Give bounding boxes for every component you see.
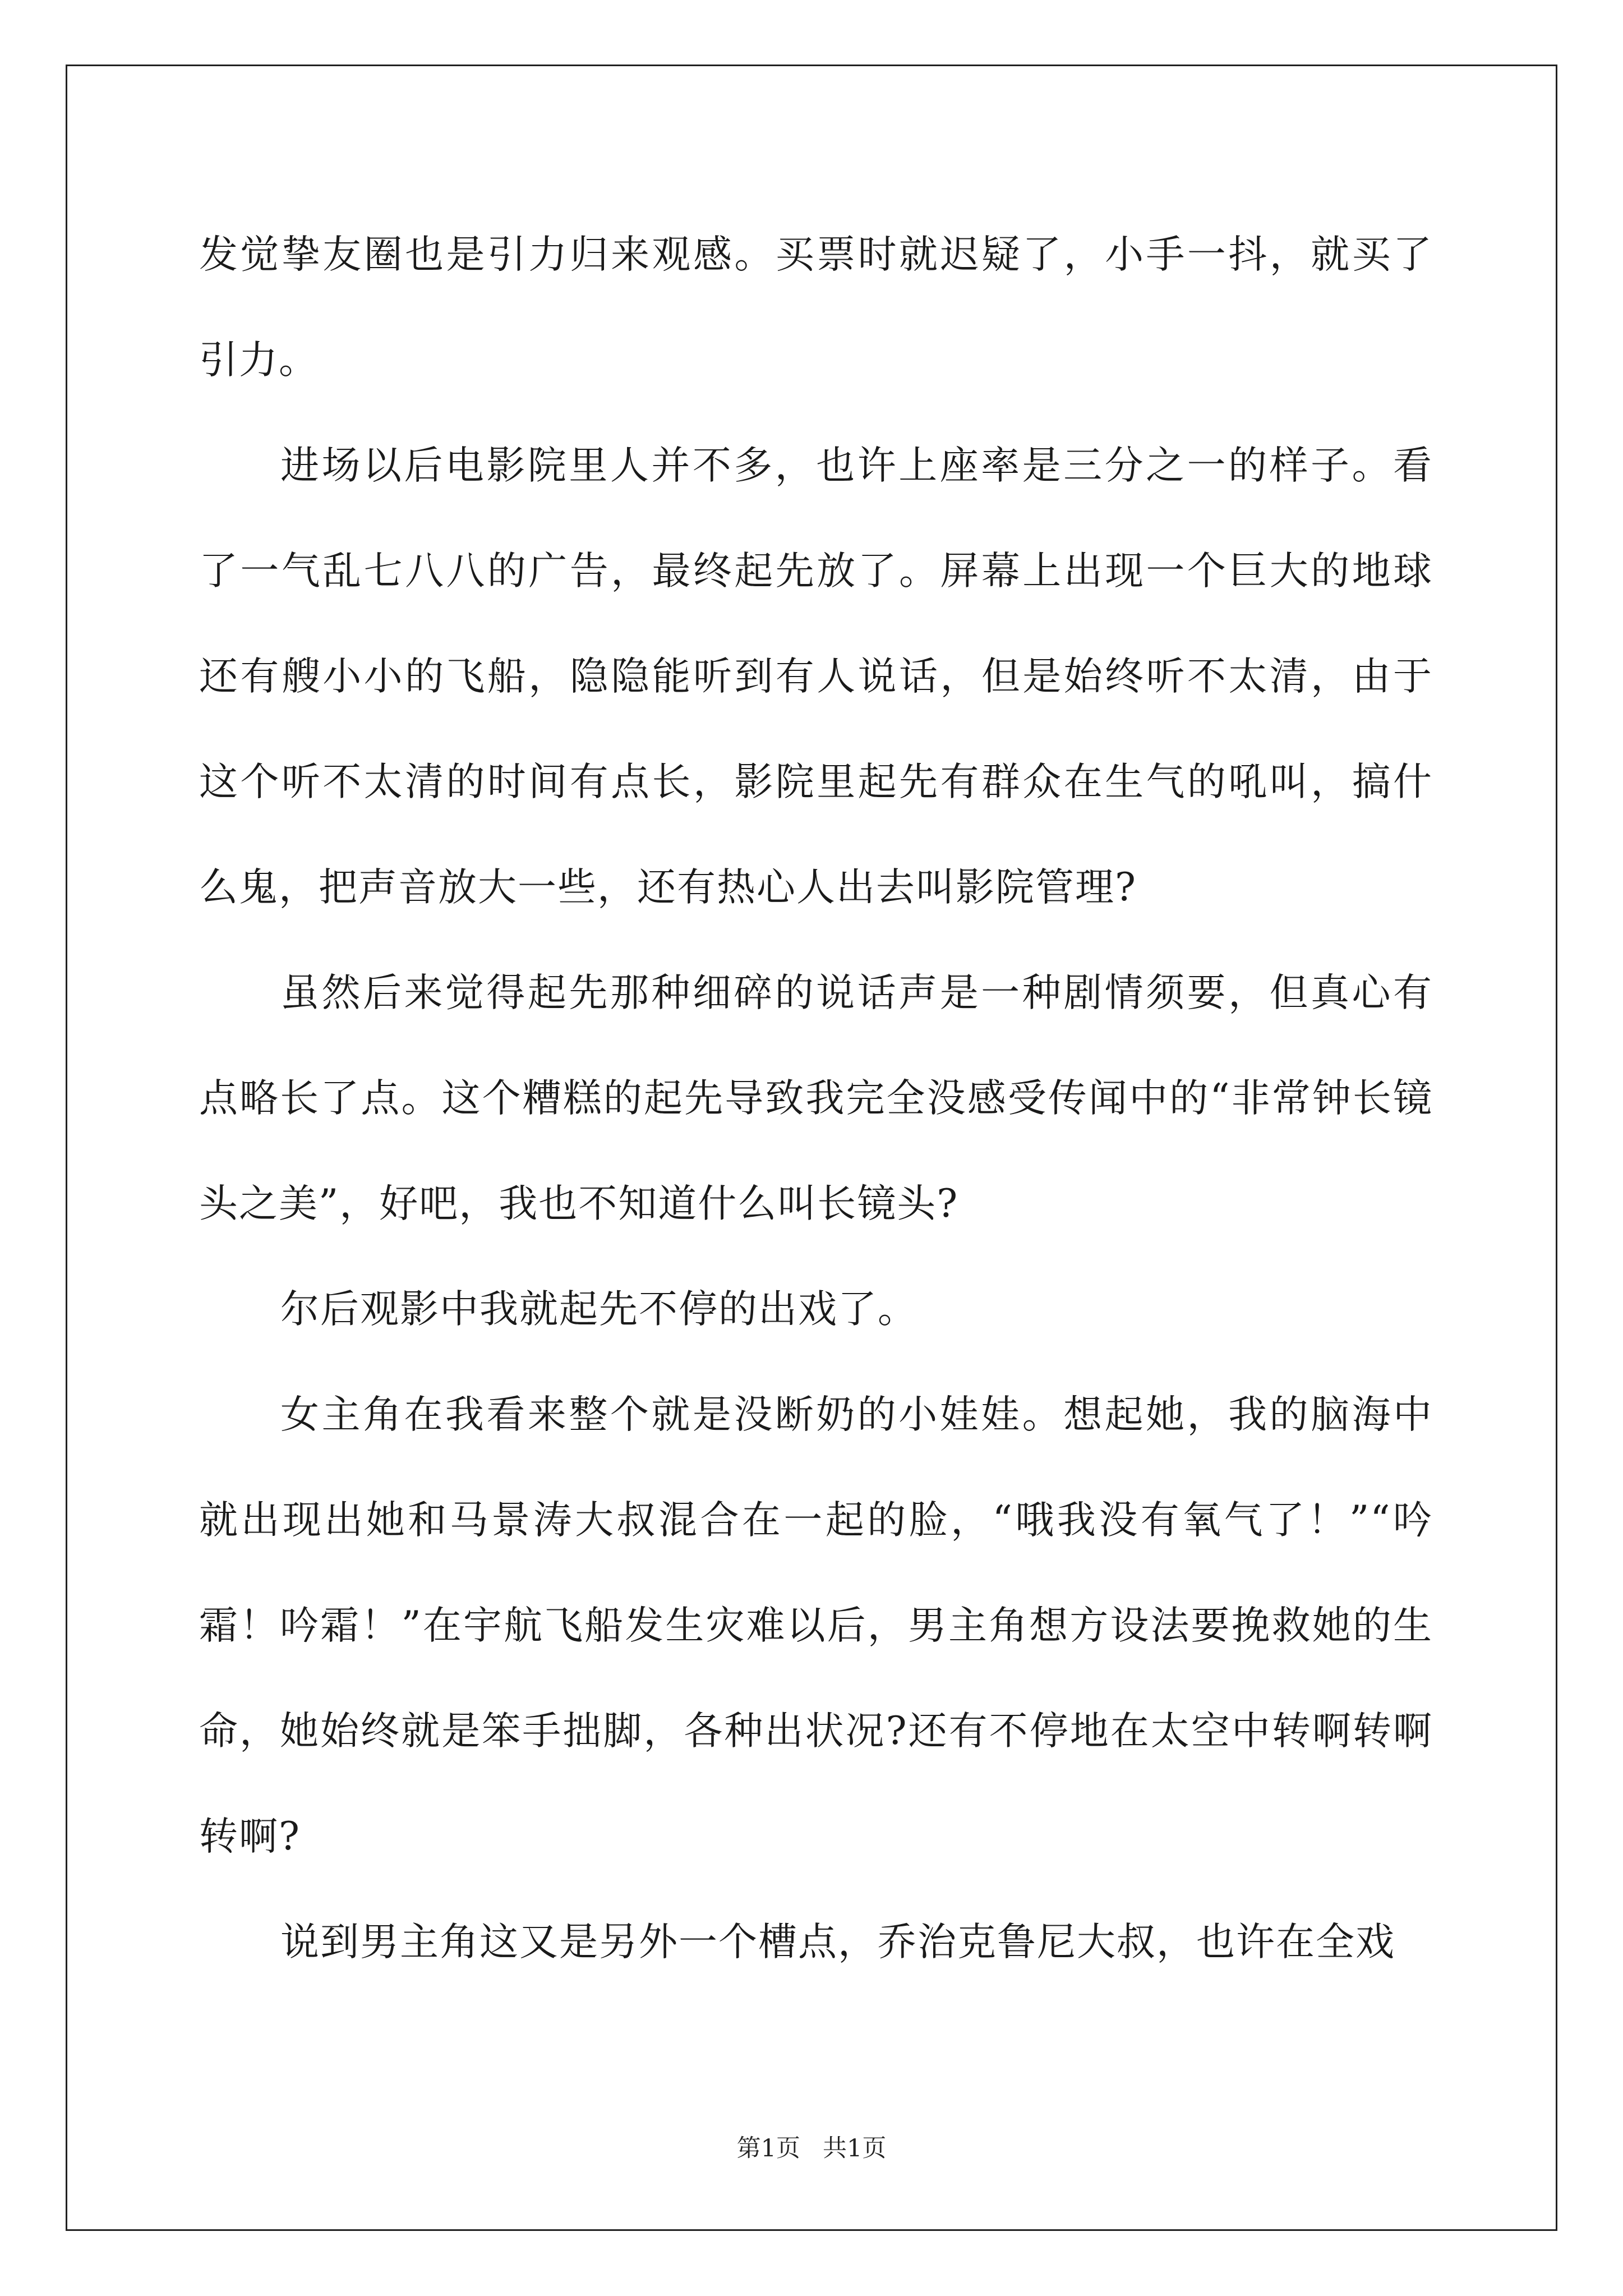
page-number-total: 共1页 — [823, 2134, 887, 2162]
paragraph-4: 尔后观影中我就起先不停的出戏了。 — [280, 1287, 917, 1332]
paragraph-1: 发觉挚友圈也是引力归来观感。买票时就迟疑了，小手一抖，就买了引力。 — [199, 232, 1433, 383]
paragraph-5: 女主角在我看来整个就是没断奶的小娃娃。想起她，我的脑海中就出现出她和马景涛大叔混合在一起的脸，“哦我没有氧气了！”“吟霜！吟霜！”在宇航飞船发生灾难以后，男主角想方设法要挽救她的生命，她始终就是笨手拙脚，各种出状况?还有不停地在太空中转啊转啊转啊? — [199, 1392, 1433, 1859]
page-footer — [0, 2132, 1623, 2165]
paragraph-2: 进场以后电影院里人并不多，也许上座率是三分之一的样子。看了一气乱七八八的广告，最终起先放了。屏幕上出现一个巨大的地球还有艘小小的飞船，隐隐能听到有人说话，但是始终听不太清，由于这个听不太清的时间有点长，影院里起先有群众在生气的吼叫，搞什么鬼，把声音放大一些，还有热心人出去叫影院管理? — [199, 443, 1433, 910]
paragraph-3: 虽然后来觉得起先那种细碎的说话声是一种剧情须要，但真心有点略长了点。这个糟糕的起先导致我完全没感受传闻中的“非常钟长镜头之美”，好吧，我也不知道什么叫长镜头? — [199, 970, 1433, 1226]
document-body — [199, 202, 1433, 1995]
page-number-current: 第1页 — [736, 2134, 800, 2162]
paragraph-6: 说到男主角这又是另外一个槽点，乔治克鲁尼大叔，也许在全戏 — [280, 1920, 1395, 1964]
